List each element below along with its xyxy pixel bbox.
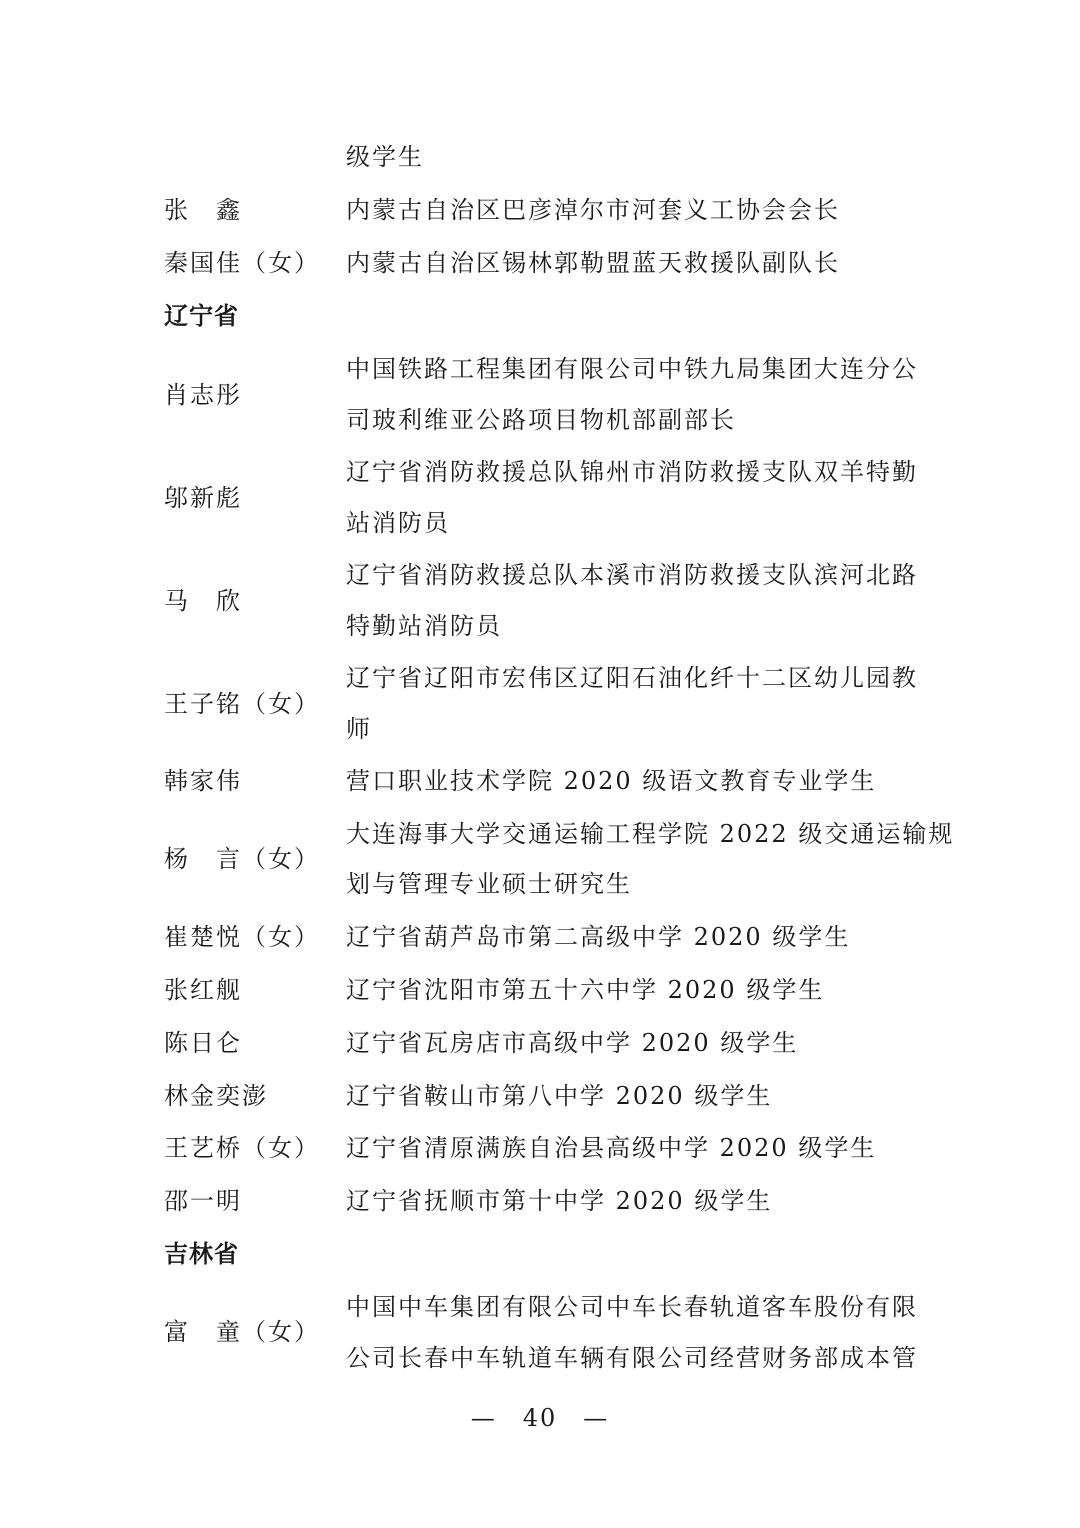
- page-number: — 40 —: [470, 1404, 610, 1432]
- entry-name: 杨 言（女）: [164, 845, 320, 873]
- entry-desc: 辽宁省抚顺市第十中学 2020 级学生: [346, 1187, 773, 1215]
- entry-desc: 辽宁省沈阳市第五十六中学 2020 级学生: [346, 976, 825, 1004]
- entry-name: 韩家伟: [164, 767, 242, 795]
- entry-desc-line2: 师: [346, 715, 372, 743]
- entry-desc-line2: 站消防员: [346, 509, 450, 537]
- entry-name: 陈日仑: [164, 1029, 242, 1057]
- entry-name: 张 鑫: [164, 196, 242, 224]
- entry-desc: 内蒙古自治区巴彦淖尔市河套义工协会会长: [346, 196, 840, 224]
- entry-desc: 辽宁省葫芦岛市第二高级中学 2020 级学生: [346, 923, 851, 951]
- entry-name: 邬新彪: [164, 484, 242, 512]
- entry-desc: 辽宁省鞍山市第八中学 2020 级学生: [346, 1082, 773, 1110]
- entry-name: 林金奕澎: [164, 1082, 268, 1110]
- entry-desc: 辽宁省瓦房店市高级中学 2020 级学生: [346, 1029, 799, 1057]
- entry-name: 张红舰: [164, 976, 242, 1004]
- entry-name: 崔楚悦（女）: [164, 923, 320, 951]
- entry-desc: 营口职业技术学院 2020 级语文教育专业学生: [346, 767, 877, 795]
- entry-desc-line1: 大连海事大学交通运输工程学院 2022 级交通运输规: [346, 820, 955, 848]
- entry-name: 肖志彤: [164, 381, 242, 409]
- entry-desc: 辽宁省清原满族自治县高级中学 2020 级学生: [346, 1134, 877, 1162]
- entry-desc-line2: 划与管理专业硕士研究生: [346, 870, 632, 898]
- entry-desc: 级学生: [346, 143, 424, 171]
- entry-name: 富 童（女）: [164, 1318, 320, 1346]
- entry-name: 秦国佳（女）: [164, 249, 320, 277]
- entry-desc-line2: 司玻利维亚公路项目物机部副部长: [346, 406, 736, 434]
- section-heading: 吉林省: [164, 1239, 239, 1268]
- entry-name: 马 欣: [164, 587, 242, 615]
- entry-desc-line1: 中国铁路工程集团有限公司中铁九局集团大连分公: [346, 355, 918, 383]
- entry-desc-line1: 辽宁省消防救援总队锦州市消防救援支队双羊特勤: [346, 458, 918, 486]
- entry-name: 王艺桥（女）: [164, 1134, 320, 1162]
- entry-name: 邵一明: [164, 1187, 242, 1215]
- section-heading: 辽宁省: [164, 301, 239, 330]
- entry-desc-line2: 公司长春中车轨道车辆有限公司经营财务部成本管: [346, 1344, 918, 1372]
- entry-name: 王子铭（女）: [164, 690, 320, 718]
- entry-desc-line2: 特勤站消防员: [346, 612, 502, 640]
- entry-desc-line1: 辽宁省消防救援总队本溪市消防救援支队滨河北路: [346, 561, 918, 589]
- entry-desc-line1: 中国中车集团有限公司中车长春轨道客车股份有限: [346, 1293, 918, 1321]
- entry-desc: 内蒙古自治区锡林郭勒盟蓝天救援队副队长: [346, 249, 840, 277]
- entry-desc-line1: 辽宁省辽阳市宏伟区辽阳石油化纤十二区幼儿园教: [346, 664, 918, 692]
